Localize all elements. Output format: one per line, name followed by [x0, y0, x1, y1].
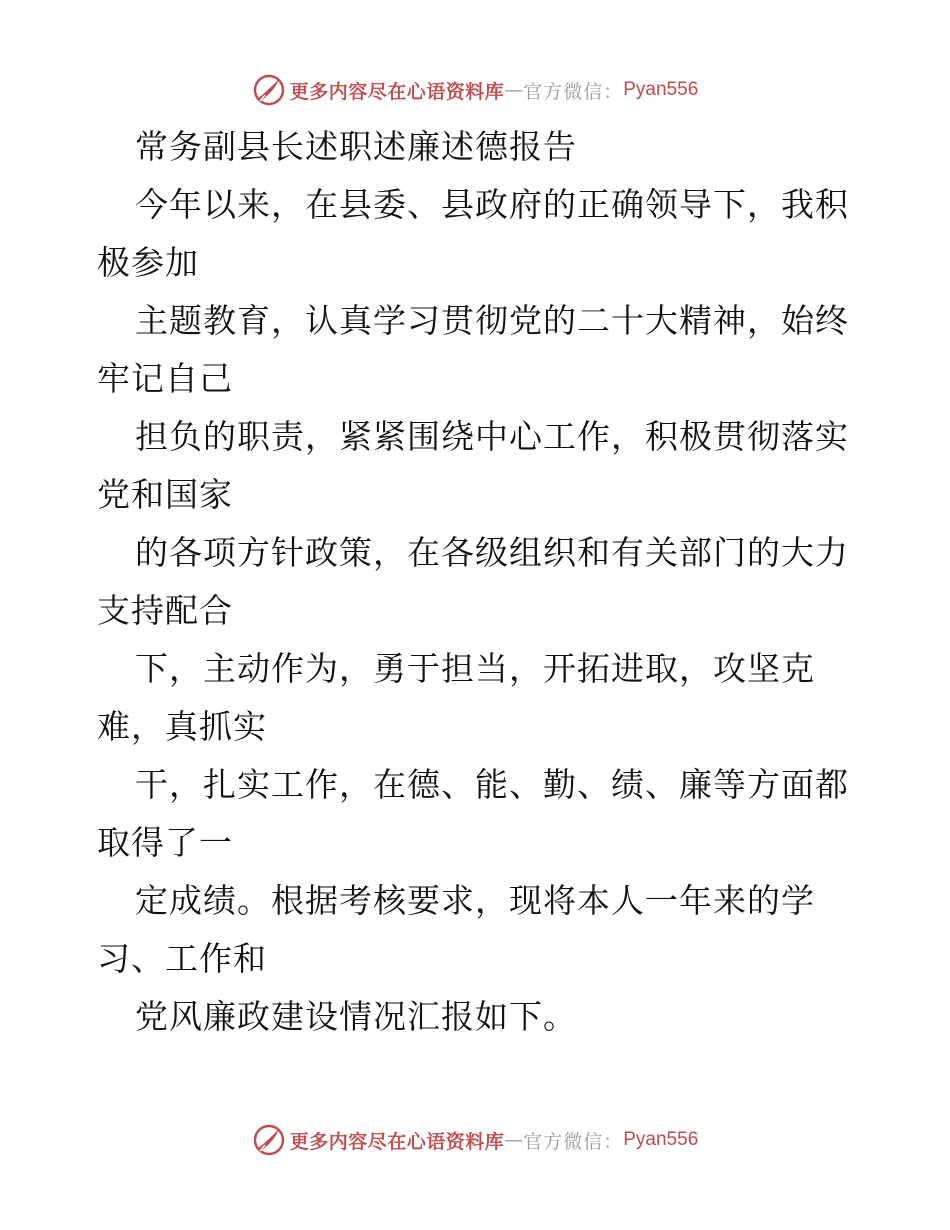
watermark-wechat-id: Pyan556 [623, 1129, 699, 1150]
paragraph-line: 极参加 [97, 243, 199, 282]
document-title: 常务副县长述职述廉述德报告 [135, 127, 577, 166]
watermark-wechat-label: 官方微信： [523, 80, 624, 103]
watermark-site-name: 更多内容尽在心语资料库 [289, 1130, 505, 1153]
paragraph-line: 定成绩。根据考核要求，现将本人一年来的学 [135, 881, 815, 920]
paragraph-line: 下，主动作为，勇于担当，开拓进取，攻坚克 [135, 649, 815, 688]
watermark-dash: — [504, 79, 524, 101]
paragraph-line: 牢记自己 [97, 359, 233, 398]
watermark-wechat-id: Pyan556 [623, 79, 699, 100]
paragraph-line: 主题教育，认真学习贯彻党的二十大精神，始终 [135, 301, 849, 340]
paragraph-line: 难，真抓实 [97, 707, 267, 746]
header-watermark [0, 70, 950, 110]
footer-watermark [0, 1120, 950, 1160]
quill-pen-logo-icon [252, 1123, 286, 1157]
quill-pen-logo-icon [252, 73, 286, 107]
watermark-site-name: 更多内容尽在心语资料库 [289, 80, 505, 103]
paragraph-line: 党风廉政建设情况汇报如下。 [135, 997, 577, 1036]
watermark-wechat-label: 官方微信： [523, 1130, 624, 1153]
paragraph-line: 取得了一 [97, 823, 233, 862]
paragraph-line: 今年以来，在县委、县政府的正确领导下，我积 [135, 185, 849, 224]
watermark-dash: — [504, 1129, 524, 1151]
paragraph-line: 干，扎实工作，在德、能、勤、绩、廉等方面都 [135, 765, 849, 804]
paragraph-line: 担负的职责，紧紧围绕中心工作，积极贯彻落实 [135, 417, 849, 456]
paragraph-line: 习、工作和 [97, 939, 267, 978]
paragraph-line: 支持配合 [97, 591, 233, 630]
paragraph-line: 党和国家 [97, 475, 233, 514]
paragraph-line: 的各项方针政策，在各级组织和有关部门的大力 [135, 533, 849, 572]
document-body [97, 118, 857, 1046]
